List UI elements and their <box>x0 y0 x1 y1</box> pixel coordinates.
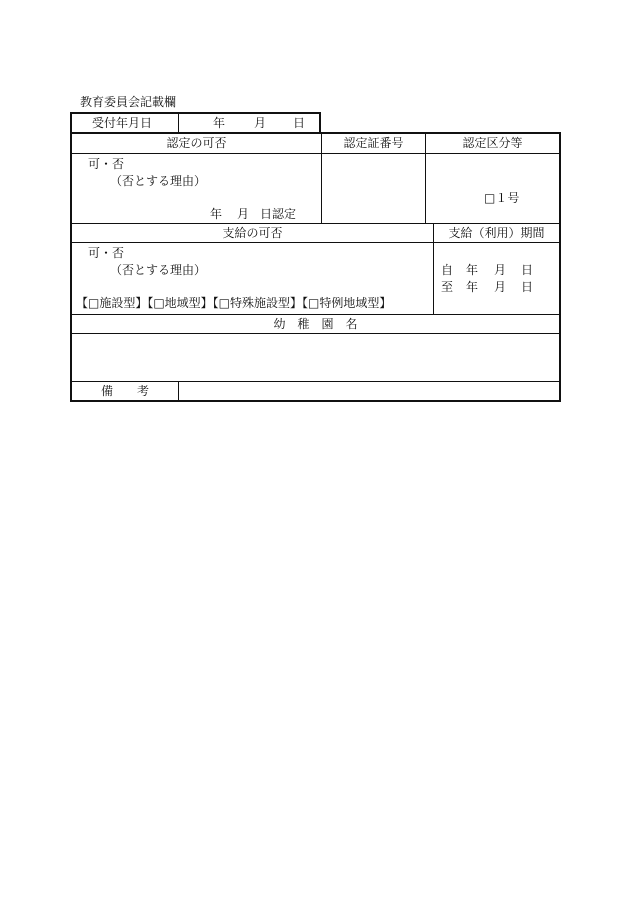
form-title: 教育委員会記載欄 <box>80 95 177 109</box>
facility-type-options: 【□施設型】【□地域型】【□特殊施設型】【□特例地域型】 <box>76 296 392 310</box>
nintei-approval-choice: 可・否 <box>88 157 125 171</box>
nintei-date-day: 日認定 <box>260 207 297 221</box>
kindergarten-top-line <box>72 314 559 315</box>
kindergarten-name-field[interactable] <box>72 334 559 381</box>
outer-right-border <box>559 132 561 402</box>
cert-number-header: 認定証番号 <box>343 136 404 150</box>
nintei-header-underline <box>72 153 559 154</box>
reception-top-border <box>70 112 321 114</box>
category-option-1go: □１号 <box>484 191 520 205</box>
shikyu-period-header: 支給（利用）期間 <box>448 226 545 240</box>
remarks-field[interactable] <box>179 382 559 400</box>
period-from-month: 月 <box>494 263 507 277</box>
reception-year-label: 年 <box>213 116 226 130</box>
reception-label: 受付年月日 <box>92 116 153 130</box>
reception-label-divider <box>178 113 179 132</box>
main-top-border <box>70 132 561 134</box>
period-from-year: 年 <box>466 263 479 277</box>
nintei-date-year: 年 <box>210 207 223 221</box>
period-to-label: 至 <box>441 280 454 294</box>
reception-right-border <box>319 112 321 133</box>
nintei-date-month: 月 <box>237 207 250 221</box>
shikyu-approval-header: 支給の可否 <box>222 226 283 240</box>
remarks-label: 備 考 <box>100 384 149 398</box>
kindergarten-header: 幼 稚 園 名 <box>273 317 358 331</box>
outer-bottom-border <box>70 400 561 402</box>
period-to-day: 日 <box>521 280 534 294</box>
period-from-day: 日 <box>521 263 534 277</box>
shikyu-top-line <box>72 223 559 224</box>
reception-day-label: 日 <box>293 116 306 130</box>
shikyu-header-underline <box>72 242 559 243</box>
nintei-denial-reason: （否とする理由） <box>110 174 207 188</box>
shikyu-denial-reason: （否とする理由） <box>110 263 207 277</box>
period-to-year: 年 <box>466 280 479 294</box>
shikyu-approval-choice: 可・否 <box>88 246 125 260</box>
reception-month-label: 月 <box>254 116 267 130</box>
period-from-label: 自 <box>441 263 454 277</box>
category-header: 認定区分等 <box>462 136 523 150</box>
period-to-month: 月 <box>494 280 507 294</box>
nintei-approval-header: 認定の可否 <box>166 136 227 150</box>
